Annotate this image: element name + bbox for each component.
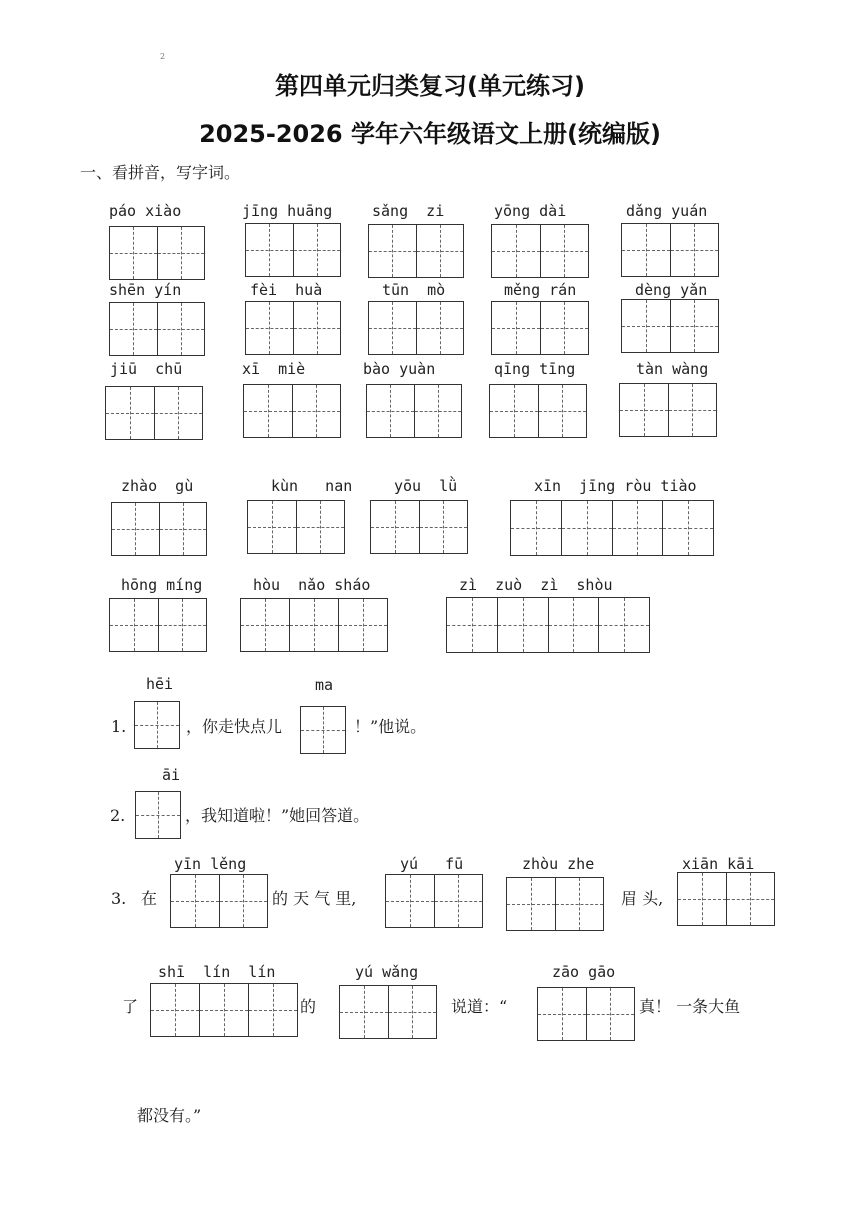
sentence-text: ，你走快点儿 [186,717,283,736]
pinyin-label: tūn mò [382,281,446,299]
writing-box[interactable] [300,706,346,754]
page-mark: 2 [160,52,166,61]
writing-box[interactable] [150,983,298,1037]
pinyin-label: měng rán [504,281,577,299]
pinyin-label: zì zuò zì shòu [459,576,613,594]
pinyin-label: yú fū [400,855,464,873]
section-heading: 一、看拼音，写字词。 [80,163,241,182]
writing-box[interactable] [134,701,180,749]
writing-box[interactable] [619,383,717,437]
writing-box[interactable] [368,224,464,278]
writing-box[interactable] [385,874,483,928]
pinyin-label: páo xiào [109,202,182,220]
writing-box[interactable] [366,384,462,438]
writing-box[interactable] [489,384,587,438]
pinyin-label: zhào gù [121,477,194,495]
sentence-text: 都没有。” [137,1106,202,1125]
sentence-text: 的 [300,997,317,1016]
writing-box[interactable] [109,302,205,356]
writing-box[interactable] [368,301,464,355]
pinyin-label: bào yuàn [363,360,436,378]
sentence-text: 了 [122,997,139,1016]
pinyin-label: yīn lěng [174,855,247,873]
sentence-text: 说道：“ [451,997,508,1016]
pinyin-label: shēn yín [109,281,182,299]
writing-box[interactable] [537,987,635,1041]
writing-box[interactable] [677,872,775,926]
pinyin-label: hōng míng [121,576,203,594]
pinyin-label: tàn wàng [636,360,709,378]
page-title: 第四单元归类复习(单元练习) [275,72,585,100]
writing-box[interactable] [105,386,203,440]
pinyin-label: xīn jīng ròu tiào [534,477,697,495]
sentence-text: 的 天 气 里, [272,889,357,908]
writing-box[interactable] [135,791,181,839]
sentence-number: 3. [111,889,127,908]
pinyin-label: xiān kāi [682,855,755,873]
pinyin-label: yōu lǜ [394,477,458,495]
writing-box[interactable] [245,223,341,277]
sentence-text: 在 [141,889,158,908]
writing-box[interactable] [247,500,345,554]
pinyin-label: āi [162,766,181,784]
writing-box[interactable] [339,985,437,1039]
sentence-text: ！”他说。 [354,717,427,736]
writing-box[interactable] [491,224,589,278]
pinyin-label: kùn nan [271,477,353,495]
pinyin-label: dǎng yuán [626,202,708,220]
pinyin-label: jīng huāng [242,202,333,220]
writing-box[interactable] [243,384,341,438]
sentence-number: 1. [111,717,127,736]
writing-box[interactable] [109,598,207,652]
pinyin-label: ma [315,676,334,694]
pinyin-label: hòu nǎo sháo [253,576,371,594]
sentence-text: 真！ 一条大鱼 [639,997,741,1016]
writing-box[interactable] [491,301,589,355]
sentence-number: 2. [110,806,126,825]
pinyin-label: qīng tīng [494,360,576,378]
writing-box[interactable] [170,874,268,928]
writing-box[interactable] [446,597,650,653]
writing-box[interactable] [370,500,468,554]
pinyin-label: hēi [146,675,174,693]
pinyin-label: fèi huà [250,281,323,299]
pinyin-label: zhòu zhe [522,855,595,873]
pinyin-label: jiū chū [110,360,183,378]
pinyin-label: shī lín lín [158,963,276,981]
writing-box[interactable] [510,500,714,556]
writing-box[interactable] [621,299,719,353]
writing-box[interactable] [240,598,388,652]
writing-box[interactable] [109,226,205,280]
pinyin-label: dèng yǎn [635,281,708,299]
sentence-text: 眉 头, [621,889,664,908]
pinyin-label: sǎng zi [372,202,445,220]
writing-box[interactable] [245,301,341,355]
page-subtitle: 2025-2026 学年六年级语文上册(统编版) [199,120,661,148]
pinyin-label: xī miè [242,360,306,378]
sentence-text: ，我知道啦！”她回答道。 [185,806,370,825]
writing-box[interactable] [111,502,207,556]
pinyin-label: yú wǎng [355,963,419,981]
writing-box[interactable] [506,877,604,931]
pinyin-label: zāo gāo [552,963,616,981]
pinyin-label: yōng dài [494,202,567,220]
writing-box[interactable] [621,223,719,277]
